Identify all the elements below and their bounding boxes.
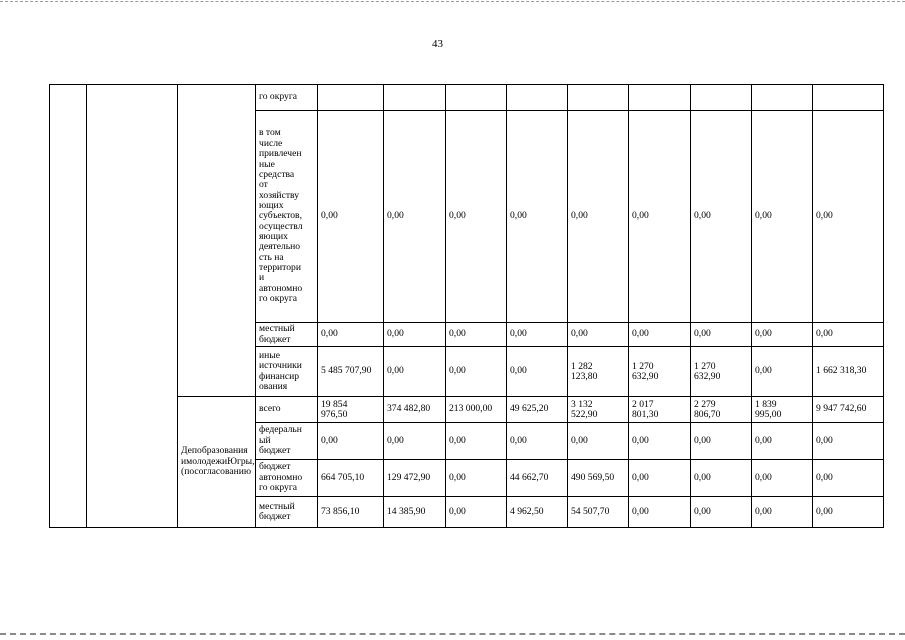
- cell-line: 44 662,70: [510, 471, 549, 483]
- cell-line: источники: [259, 360, 302, 372]
- cell-line: Югры,: [227, 455, 255, 467]
- cell-line: 14 385,90: [387, 505, 426, 517]
- cell-line: 0,00: [694, 328, 711, 340]
- value-cell: [568, 85, 629, 111]
- value-cell: [813, 85, 884, 111]
- cell-line: яющих: [259, 231, 288, 243]
- cell-line: ные: [259, 158, 275, 170]
- cell-line: сть на: [259, 251, 284, 263]
- cell-line: 0,00: [449, 505, 466, 517]
- cell-line: 0,00: [755, 210, 772, 222]
- value-cell: [691, 323, 752, 347]
- page-number: 43: [432, 38, 443, 50]
- source-label: [256, 347, 318, 397]
- cell-line: 54 507,70: [571, 505, 610, 517]
- cell-line: 4 962,50: [510, 505, 544, 517]
- cell-line: 632,90: [632, 370, 659, 382]
- cell-line: 0,00: [816, 471, 833, 483]
- cell-line: 0,00: [755, 328, 772, 340]
- cell-line: местный: [259, 323, 295, 335]
- value-cell: [446, 347, 507, 397]
- value-cell: [691, 347, 752, 397]
- cell-line: 0,00: [321, 434, 338, 446]
- cell-line: 0,00: [694, 471, 711, 483]
- cell-line: 9 947 742,60: [816, 403, 867, 415]
- cell-line: 2 017: [632, 398, 654, 410]
- value-cell: [446, 323, 507, 347]
- cell-line: 0,00: [694, 210, 711, 222]
- cell-line: ющих: [259, 199, 284, 211]
- cell-line: (по: [181, 466, 195, 478]
- value-cell: [318, 397, 384, 423]
- value-cell: [813, 497, 884, 528]
- table-row: [50, 85, 884, 111]
- cell-line: ый: [259, 434, 271, 446]
- cell-line: 0,00: [816, 210, 833, 222]
- value-cell: [384, 423, 446, 460]
- value-cell: [691, 85, 752, 111]
- cell-line: Депобразован: [181, 445, 239, 457]
- cell-line: 0,00: [632, 505, 649, 517]
- cell-line: 0,00: [755, 471, 772, 483]
- cell-line: территори: [259, 262, 301, 274]
- cell-line: 0,00: [816, 328, 833, 340]
- col-executor-cell-prev: [178, 85, 256, 397]
- value-cell: [507, 460, 568, 497]
- cell-line: 0,00: [321, 328, 338, 340]
- value-cell: [384, 347, 446, 397]
- value-cell: [384, 497, 446, 528]
- value-cell: [752, 497, 813, 528]
- cell-line: го округа: [259, 91, 298, 103]
- cell-line: всего: [259, 403, 281, 415]
- value-cell: [507, 347, 568, 397]
- cell-line: ования: [259, 380, 288, 392]
- cell-line: ия и: [181, 445, 248, 467]
- value-cell: [446, 397, 507, 423]
- cell-line: 0,00: [449, 328, 466, 340]
- cell-line: 632,90: [694, 370, 721, 382]
- cell-line: 1 662 318,30: [816, 365, 867, 377]
- value-cell: [318, 347, 384, 397]
- cell-line: от: [259, 179, 268, 191]
- value-cell: [318, 460, 384, 497]
- cell-line: молодежи: [186, 455, 228, 467]
- cell-line: автономно: [259, 282, 303, 294]
- cell-line: 0,00: [449, 365, 466, 377]
- value-cell: [752, 85, 813, 111]
- col-program-cell: [87, 85, 178, 528]
- value-cell: [813, 347, 884, 397]
- cell-line: средства: [259, 168, 295, 180]
- value-cell: [629, 85, 691, 111]
- cell-line: 0,00: [510, 434, 527, 446]
- cell-line: 1 839: [755, 398, 777, 410]
- cell-line: 19 854: [321, 398, 348, 410]
- value-cell: [446, 460, 507, 497]
- cell-line: 2 279: [694, 398, 716, 410]
- value-cell: [629, 397, 691, 423]
- cell-line: 1 270: [632, 360, 654, 372]
- value-cell: [568, 497, 629, 528]
- value-cell: [691, 397, 752, 423]
- cell-line: 0,00: [632, 434, 649, 446]
- value-cell: [318, 111, 384, 323]
- cell-line: местный: [259, 500, 295, 512]
- scan-top-edge: [0, 1, 905, 2]
- value-cell: [568, 460, 629, 497]
- cell-line: финансир: [259, 370, 300, 382]
- cell-line: 0,00: [755, 365, 772, 377]
- value-cell: [384, 85, 446, 111]
- value-cell: [629, 460, 691, 497]
- cell-line: 995,00: [755, 408, 782, 420]
- cell-line: бюджет: [259, 445, 291, 457]
- value-cell: [446, 497, 507, 528]
- budget-table: [49, 84, 884, 528]
- cell-line: 5 485 707,90: [321, 365, 372, 377]
- cell-line: бюджет: [259, 333, 291, 345]
- value-cell: [752, 323, 813, 347]
- value-cell: [752, 347, 813, 397]
- value-cell: [568, 323, 629, 347]
- cell-line: 0,00: [387, 434, 404, 446]
- cell-line: бюджет: [259, 461, 291, 473]
- cell-line: федеральн: [259, 424, 302, 436]
- value-cell: [318, 497, 384, 528]
- value-cell: [446, 111, 507, 323]
- cell-line: 0,00: [816, 505, 833, 517]
- source-label: [256, 85, 318, 111]
- value-cell: [318, 85, 384, 111]
- value-cell: [691, 497, 752, 528]
- value-cell: [384, 397, 446, 423]
- cell-line: 522,90: [571, 408, 598, 420]
- cell-line: 0,00: [632, 328, 649, 340]
- value-cell: [318, 323, 384, 347]
- value-cell: [813, 397, 884, 423]
- cell-line: 0,00: [571, 328, 588, 340]
- cell-line: 0,00: [510, 210, 527, 222]
- value-cell: [507, 423, 568, 460]
- cell-line: 73 856,10: [321, 505, 360, 517]
- value-cell: [568, 111, 629, 323]
- cell-line: 3 132: [571, 398, 593, 410]
- cell-line: 976,50: [321, 408, 348, 420]
- cell-line: 0,00: [571, 434, 588, 446]
- value-cell: [752, 460, 813, 497]
- value-cell: [568, 423, 629, 460]
- value-cell: [568, 397, 629, 423]
- value-cell: [446, 85, 507, 111]
- value-cell: [384, 460, 446, 497]
- cell-line: 0,00: [571, 210, 588, 222]
- value-cell: [629, 347, 691, 397]
- value-cell: [318, 423, 384, 460]
- cell-line: 0,00: [632, 471, 649, 483]
- cell-line: 123,80: [571, 370, 598, 382]
- cell-line: 213 000,00: [449, 403, 493, 415]
- cell-line: хозяйству: [259, 189, 300, 201]
- cell-line: 801,30: [632, 408, 659, 420]
- value-cell: [691, 423, 752, 460]
- source-label: [256, 397, 318, 423]
- cell-line: 0,00: [632, 210, 649, 222]
- cell-line: 0,00: [321, 210, 338, 222]
- value-cell: [691, 460, 752, 497]
- cell-line: 0,00: [387, 328, 404, 340]
- cell-line: 0,00: [755, 505, 772, 517]
- value-cell: [629, 497, 691, 528]
- cell-line: 0,00: [816, 434, 833, 446]
- cell-line: го округа: [259, 293, 298, 305]
- cell-line: го округа: [259, 482, 298, 494]
- value-cell: [813, 460, 884, 497]
- value-cell: [568, 347, 629, 397]
- value-cell: [507, 497, 568, 528]
- value-cell: [629, 423, 691, 460]
- source-label: [256, 423, 318, 460]
- cell-line: 129 472,90: [387, 471, 431, 483]
- cell-line: осуществл: [259, 220, 303, 232]
- cell-line: и: [259, 272, 265, 284]
- cell-line: 664 705,10: [321, 471, 365, 483]
- cell-line: 0,00: [387, 210, 404, 222]
- cell-line: 0,00: [387, 365, 404, 377]
- source-label: [256, 323, 318, 347]
- cell-line: иные: [259, 349, 280, 361]
- cell-line: 0,00: [449, 434, 466, 446]
- value-cell: [507, 85, 568, 111]
- cell-line: деятельно: [259, 241, 301, 253]
- cell-line: автономно: [259, 471, 303, 483]
- value-cell: [691, 111, 752, 323]
- scan-bottom-edge: [0, 633, 905, 635]
- source-label: [256, 111, 318, 323]
- cell-line: 49 625,20: [510, 403, 549, 415]
- cell-line: числе: [259, 137, 283, 149]
- value-cell: [384, 323, 446, 347]
- source-label: [256, 460, 318, 497]
- col-number-cell: [50, 85, 87, 528]
- value-cell: [752, 423, 813, 460]
- cell-line: 0,00: [755, 434, 772, 446]
- value-cell: [507, 323, 568, 347]
- value-cell: [629, 111, 691, 323]
- value-cell: [507, 397, 568, 423]
- cell-line: 0,00: [510, 365, 527, 377]
- cell-line: в том: [259, 127, 281, 139]
- cell-line: согласованию: [194, 466, 252, 478]
- value-cell: [752, 111, 813, 323]
- cell-line: 0,00: [449, 471, 466, 483]
- cell-line: 490 569,50: [571, 471, 615, 483]
- value-cell: [629, 323, 691, 347]
- value-cell: [813, 423, 884, 460]
- cell-line: 1 282: [571, 360, 593, 372]
- executor-name: [178, 397, 256, 528]
- cell-line: 806,70: [694, 408, 721, 420]
- cell-line: бюджет: [259, 511, 291, 522]
- cell-line: субъектов,: [259, 210, 302, 222]
- value-cell: [813, 111, 884, 323]
- cell-line: 374 482,80: [387, 403, 431, 415]
- cell-line: 0,00: [694, 434, 711, 446]
- source-label: [256, 497, 318, 528]
- cell-line: привлечен: [259, 148, 302, 160]
- value-cell: [384, 111, 446, 323]
- value-cell: [446, 423, 507, 460]
- cell-line: 0,00: [510, 328, 527, 340]
- cell-line: 0,00: [449, 210, 466, 222]
- value-cell: [752, 397, 813, 423]
- value-cell: [507, 111, 568, 323]
- cell-line: 0,00: [694, 505, 711, 517]
- cell-line: 1 270: [694, 360, 716, 372]
- value-cell: [813, 323, 884, 347]
